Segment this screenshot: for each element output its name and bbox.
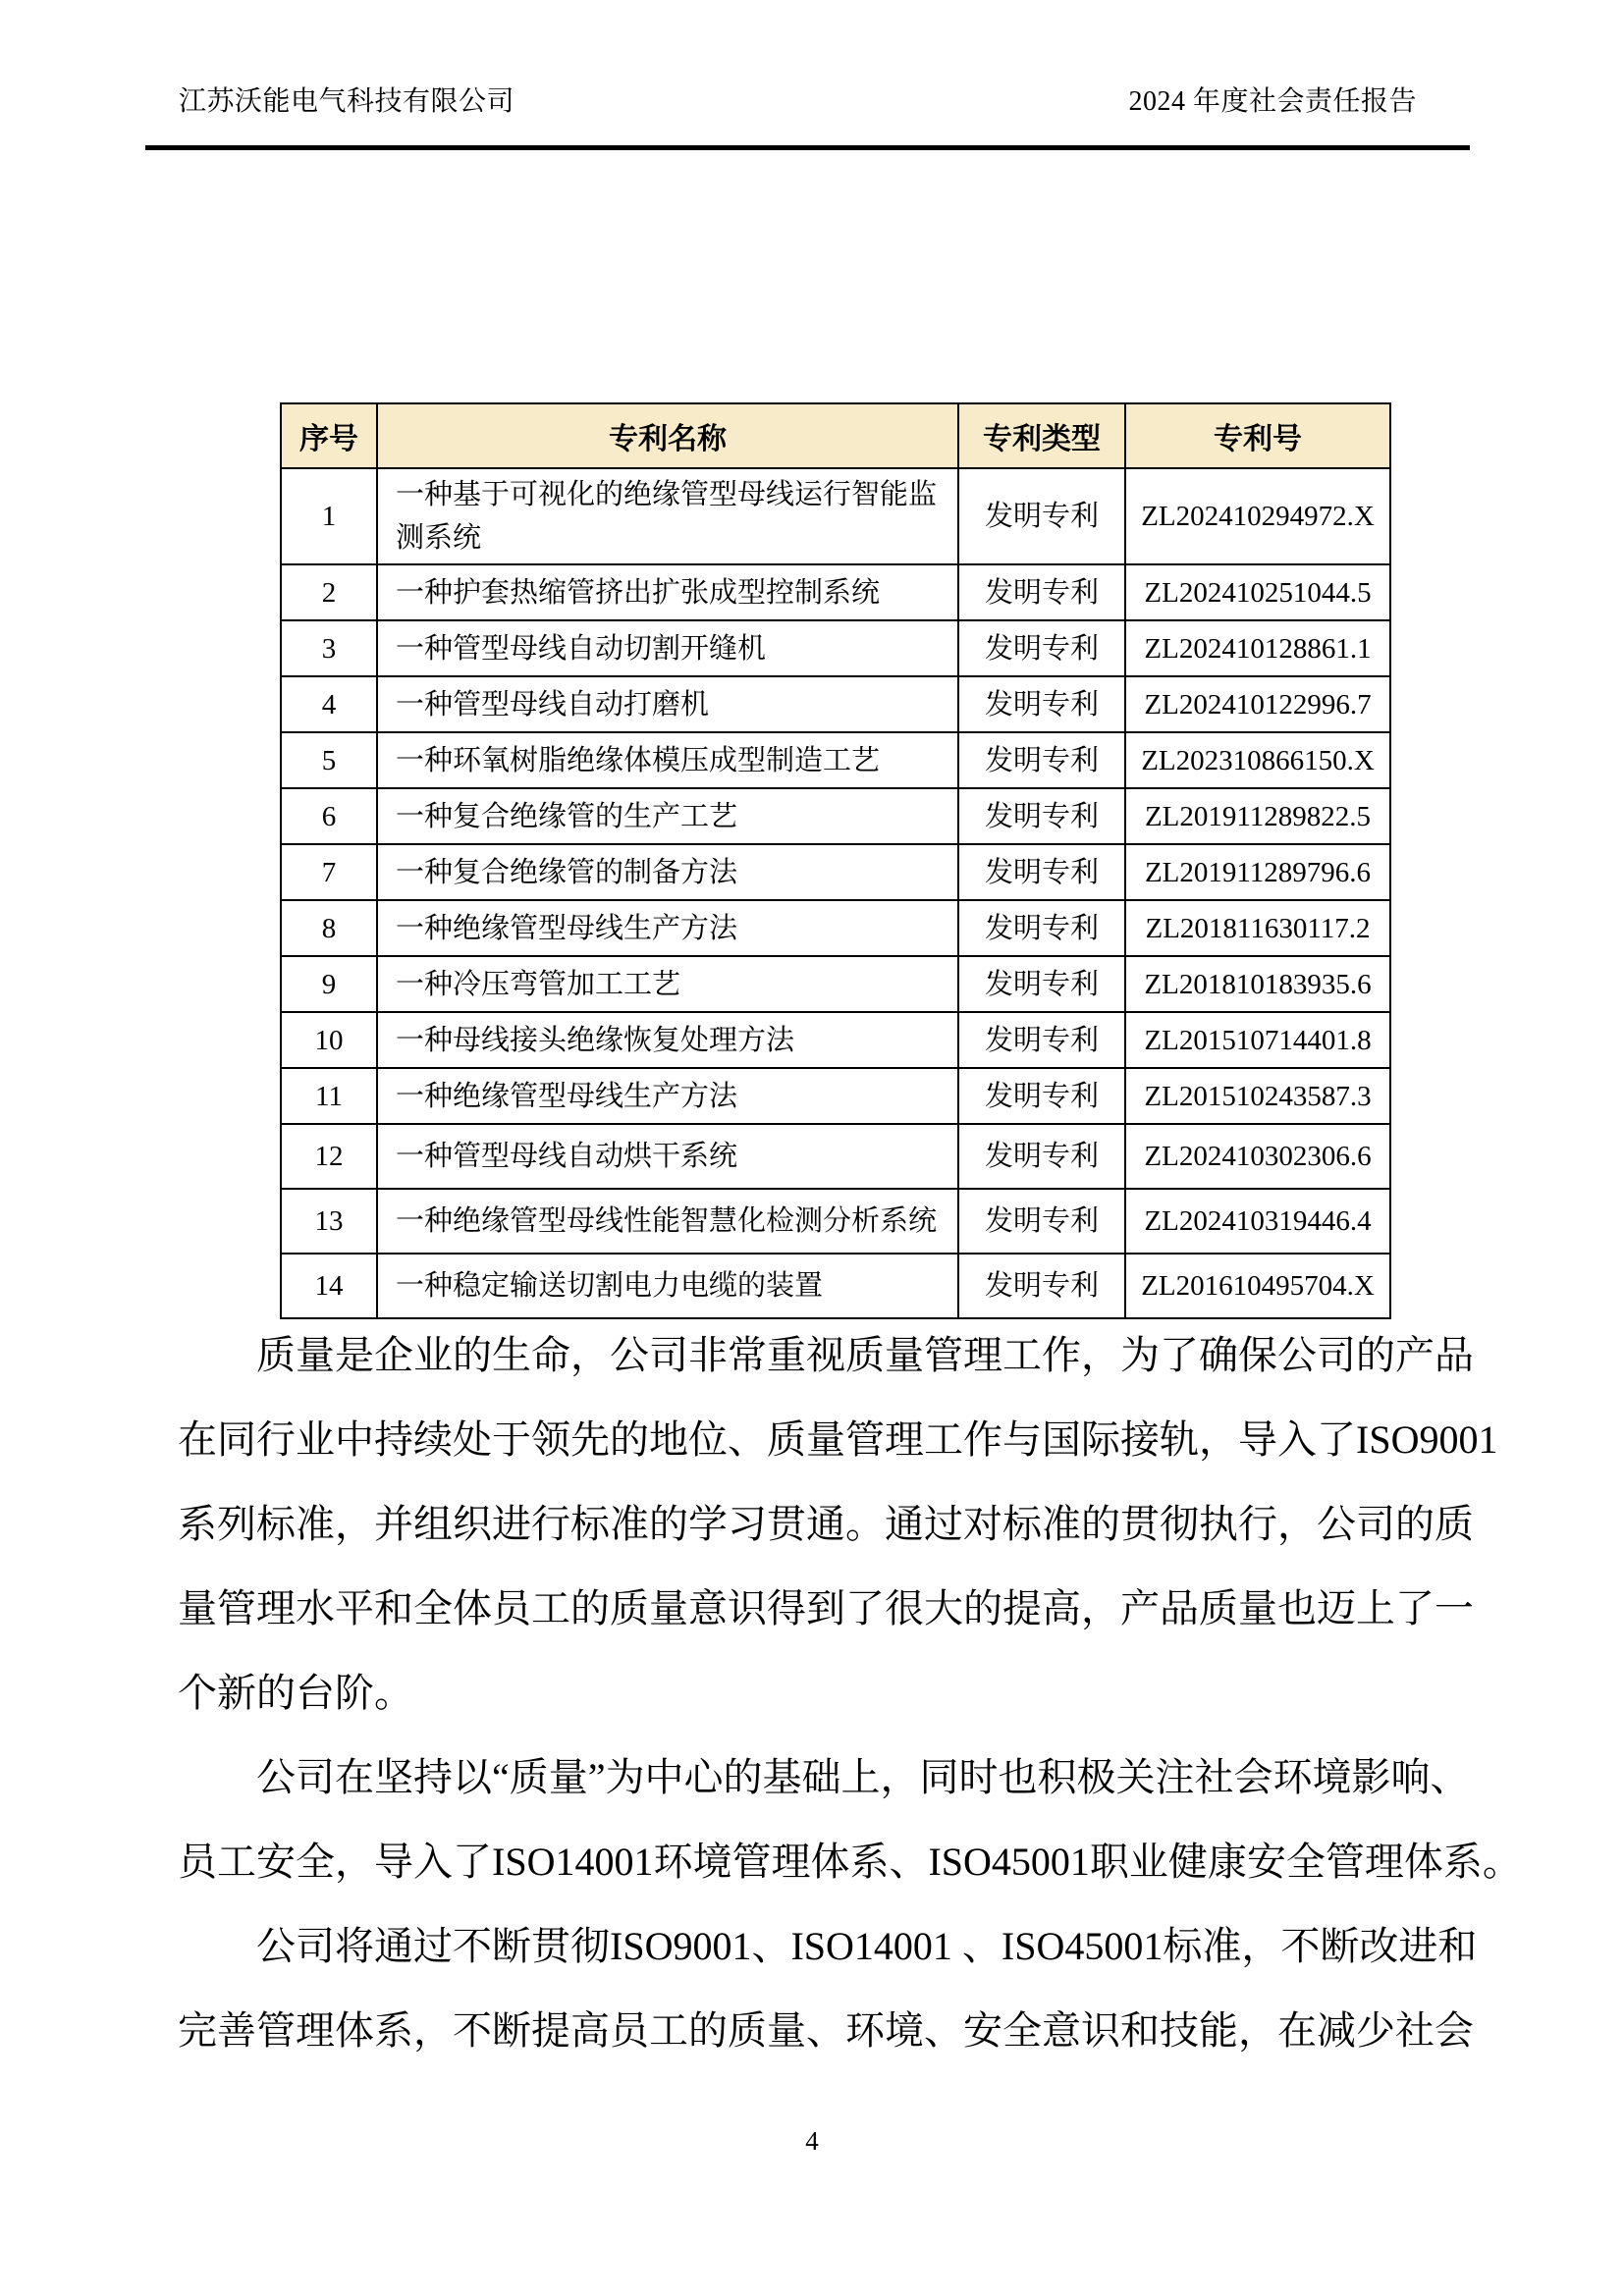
table-row	[281, 468, 1390, 564]
patent-name-cell: 一种环氧树脂绝缘体模压成型制造工艺	[377, 732, 958, 788]
row-number-cell: 7	[281, 844, 377, 900]
patent-type-cell: 发明专利	[958, 1254, 1125, 1318]
patent-number-cell: ZL202410251044.5	[1125, 564, 1390, 620]
column-header-patent-number: 专利号	[1125, 403, 1390, 468]
patent-number-cell: ZL201911289796.6	[1125, 844, 1390, 900]
table-row	[281, 1124, 1390, 1189]
row-number-cell: 9	[281, 956, 377, 1012]
patent-number-cell: ZL201911289822.5	[1125, 788, 1390, 844]
patent-number-cell: ZL202410319446.4	[1125, 1189, 1390, 1254]
patent-number-cell: ZL202410128861.1	[1125, 620, 1390, 676]
patent-name-cell: 一种冷压弯管加工工艺	[377, 956, 958, 1012]
table-row	[281, 1189, 1390, 1254]
body-text-line: 个新的台阶。	[178, 1671, 413, 1715]
table-row	[281, 1068, 1390, 1124]
table-row	[281, 1254, 1390, 1318]
body-text-line: 员工安全，导入了ISO14001环境管理体系、ISO45001职业健康安全管理体系。	[178, 1840, 1522, 1884]
patent-number-cell: ZL201510714401.8	[1125, 1012, 1390, 1068]
row-number-cell: 6	[281, 788, 377, 844]
column-header-patent-name: 专利名称	[377, 403, 958, 468]
row-number-cell: 14	[281, 1254, 377, 1318]
patent-name-cell: 一种管型母线自动烘干系统	[377, 1124, 958, 1189]
body-text-line: 完善管理体系，不断提高员工的质量、环境、安全意识和技能，在减少社会	[178, 2008, 1474, 2053]
body-text-line: 公司将通过不断贯彻ISO9001、ISO14001 、ISO45001标准，不断改进和	[256, 1924, 1478, 1968]
row-number-cell: 8	[281, 900, 377, 956]
row-number-cell: 4	[281, 676, 377, 732]
patent-type-cell: 发明专利	[958, 676, 1125, 732]
patent-name-cell: 一种绝缘管型母线性能智慧化检测分析系统	[377, 1189, 958, 1254]
patent-type-cell: 发明专利	[958, 1012, 1125, 1068]
patent-name-cell: 一种管型母线自动切割开缝机	[377, 620, 958, 676]
table-row	[281, 900, 1390, 956]
table-row	[281, 676, 1390, 732]
row-number-cell: 11	[281, 1068, 377, 1124]
patent-name-cell: 一种复合绝缘管的生产工艺	[377, 788, 958, 844]
row-number-cell: 5	[281, 732, 377, 788]
table-row	[281, 564, 1390, 620]
patent-type-cell: 发明专利	[958, 788, 1125, 844]
patent-number-cell: ZL201810183935.6	[1125, 956, 1390, 1012]
patent-table	[280, 402, 1391, 1319]
column-header-no: 序号	[281, 403, 377, 468]
row-number-cell: 10	[281, 1012, 377, 1068]
patent-number-cell: ZL202410302306.6	[1125, 1124, 1390, 1189]
row-number-cell: 1	[281, 468, 377, 564]
report-title: 2024 年度社会责任报告	[1128, 86, 1417, 117]
row-number-cell: 2	[281, 564, 377, 620]
patent-type-cell: 发明专利	[958, 732, 1125, 788]
patent-type-cell: 发明专利	[958, 1189, 1125, 1254]
patent-number-cell: ZL201510243587.3	[1125, 1068, 1390, 1124]
row-number-cell: 12	[281, 1124, 377, 1189]
patent-type-cell: 发明专利	[958, 956, 1125, 1012]
body-text-line: 系列标准，并组织进行标准的学习贯通。通过对标准的贯彻执行，公司的质	[178, 1502, 1474, 1546]
document-header	[145, 82, 1470, 122]
patent-name-cell: 一种稳定输送切割电力电缆的装置	[377, 1254, 958, 1318]
patent-number-cell: ZL201610495704.X	[1125, 1254, 1390, 1318]
patent-type-cell: 发明专利	[958, 468, 1125, 564]
patent-number-cell: ZL202410122996.7	[1125, 676, 1390, 732]
table-row	[281, 620, 1390, 676]
table-row	[281, 844, 1390, 900]
body-text-line: 质量是企业的生命，公司非常重视质量管理工作，为了确保公司的产品	[256, 1333, 1474, 1377]
page-number: 4	[805, 2126, 819, 2156]
body-paragraphs	[178, 1313, 1522, 2073]
patent-name-cell: 一种母线接头绝缘恢复处理方法	[377, 1012, 958, 1068]
company-name: 江苏沃能电气科技有限公司	[179, 86, 515, 117]
patent-type-cell: 发明专利	[958, 564, 1125, 620]
patent-number-cell: ZL202310866150.X	[1125, 732, 1390, 788]
patent-name-cell: 一种护套热缩管挤出扩张成型控制系统	[377, 564, 958, 620]
table-row	[281, 1012, 1390, 1068]
body-text-line: 公司在坚持以“质量”为中心的基础上，同时也积极关注社会环境影响、	[256, 1755, 1470, 1799]
patent-type-cell: 发明专利	[958, 900, 1125, 956]
patent-number-cell: ZL202410294972.X	[1125, 468, 1390, 564]
body-text-line: 在同行业中持续处于领先的地位、质量管理工作与国际接轨，导入了ISO9001	[178, 1417, 1498, 1462]
header-rule	[145, 145, 1470, 150]
patent-name-cell: 一种基于可视化的绝缘管型母线运行智能监测系统	[377, 468, 958, 564]
patent-name-cell: 一种绝缘管型母线生产方法	[377, 900, 958, 956]
patent-name-cell: 一种管型母线自动打磨机	[377, 676, 958, 732]
patent-name-cell: 一种绝缘管型母线生产方法	[377, 1068, 958, 1124]
body-text-line: 量管理水平和全体员工的质量意识得到了很大的提高，产品质量也迈上了一	[178, 1586, 1474, 1630]
column-header-patent-type: 专利类型	[958, 403, 1125, 468]
patent-type-cell: 发明专利	[958, 1068, 1125, 1124]
patent-number-cell: ZL201811630117.2	[1125, 900, 1390, 956]
table-header-row	[281, 403, 1390, 468]
table-row	[281, 732, 1390, 788]
patent-name-cell: 一种复合绝缘管的制备方法	[377, 844, 958, 900]
patent-type-cell: 发明专利	[958, 1124, 1125, 1189]
row-number-cell: 3	[281, 620, 377, 676]
patent-type-cell: 发明专利	[958, 844, 1125, 900]
table-row	[281, 788, 1390, 844]
table-row	[281, 956, 1390, 1012]
row-number-cell: 13	[281, 1189, 377, 1254]
patent-type-cell: 发明专利	[958, 620, 1125, 676]
